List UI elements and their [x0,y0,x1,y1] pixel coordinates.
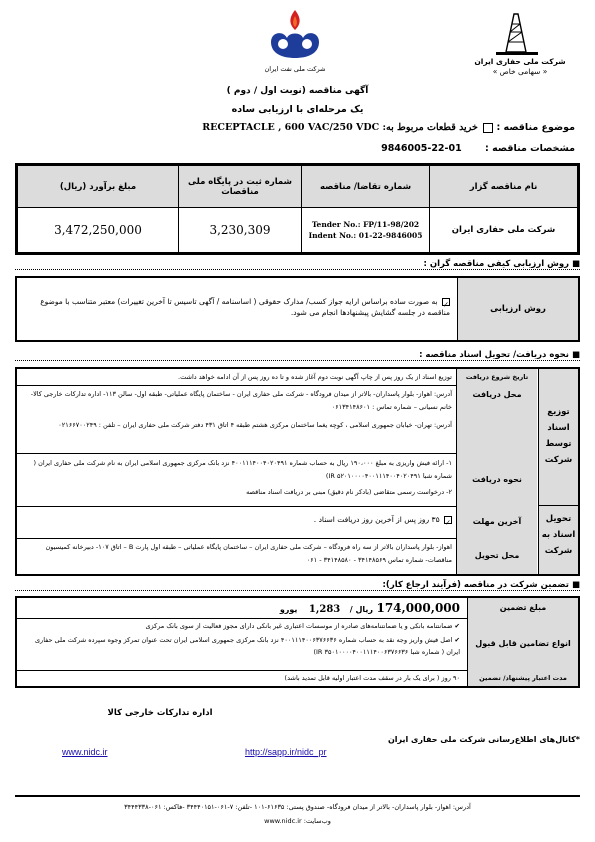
bullet-icon: ■ [569,580,580,590]
tender-no-cell [302,208,430,253]
link-sapp-channel[interactable]: http://sapp.ir/nidc_pr [245,747,327,757]
department-signature: اداره تدارکات خارجی کالا [107,708,213,718]
checkbox-icon [483,123,493,133]
guarantee-section-title [15,580,580,591]
evaluation-text [25,296,450,318]
group-receive: توزیع اسناد توسط شرکت [538,369,578,506]
spec-label: مشخصات مناقصه : [485,143,575,154]
group-deliver: تحویل اسناد به شرکت [538,506,578,574]
euro-unit: یورو [279,605,298,614]
main-info-table [15,163,580,255]
footer-divider [15,795,580,797]
types-label: انواع تضامین قابل قبول [467,618,578,671]
documents-table [15,367,580,576]
evaluation-table [15,276,580,342]
link-nidc-website[interactable]: www.nidc.ir [62,747,108,757]
tender-no: Tender No.: FP/11-98/202 [311,220,420,229]
guarantee-title-text: تضمین شرکت در مناقصه (فرآیند ارجاع کار): [382,580,569,590]
amount-label: مبلغ تضمین [467,598,578,619]
footer-address: آدرس: اهواز- بلوار پاسداران- بالاتر از میدان فرودگاه- صندوق پستی: ۶۱۶۳۵-۱۰۱ -تلفن: ۷-۰۶۱-۳۴۴۴۰۱۵۱ -فاکس: ۰۶۱-۳۴۴۴۳۳۸ [124,803,471,811]
evaluation-label: روش ارزیابی [457,278,578,340]
place-text-tehran: آدرس: تهران- خیابان جمهوری اسلامی ، کوچه یغما ساختمان مرکزی هشتم طبقه ۴ اتاق ۴۳۱ دفتر شرکت ملی حفاری ایران – تلفن : ۰۲۱۶۶۷۰۰۲۴۹ [58,421,452,429]
checked-box-icon: ✓ [444,518,451,527]
amount-euro: 1,283 [308,604,341,615]
flame-icon [263,8,327,66]
amount-rial: 174,000,000 [376,601,460,615]
delivery-label: محل تحویل [456,538,537,574]
documents-section-title [15,350,580,361]
deadline-text [22,514,452,525]
subject-row [15,122,575,133]
check-icon: ✔ [454,622,460,630]
rial-unit: ریال / [349,605,373,614]
deadline-text-value: ۳۵ روز پس از آخرین روز دریافت اسناد . [313,515,440,524]
registration-cell: 3,230,309 [179,208,302,253]
evaluation-title-text: روش ارزیابی کیفی مناقصه گران : [423,259,569,269]
documents-title-text: نحوه دریافت/ تحویل اسناد مناقصه : [419,350,569,360]
guarantee-table [15,596,580,688]
tender-subtitle: یک مرحله‌ای با ارزیابی ساده [231,104,364,115]
method-text-2: ۲- درخواست رسمی متقاضی (بادکر نام دقیق) مبنی بر دریافت اسناد مناقصه [246,488,452,496]
subject-value: خرید قطعات مربوط به: RECEPTACLE , 600 VAC/250 VDC [202,122,478,133]
start-label: تاریخ شروع دریافت [456,369,537,386]
header-estimate: مبلغ برآورد (ریال) [18,166,179,208]
nidc-logo [488,12,548,56]
drilling-rig-icon [488,12,548,56]
check-icon: ✔ [454,636,460,644]
footer-website: وب‌سایت: www.nidc.ir [264,817,331,825]
guarantee-type-2 [25,634,460,658]
deadline-label: آخرین مهلت [456,506,537,539]
evaluation-text-value: به صورت ساده براساس ارایه جواز کسب/ مدارک حقوقی ( اساسنامه / آگهی تاسیس تا آخرین تغییرات) معتبر متناسب با موضوع مناقصه در جلسه گشایش پیشنهادها انجام می شود. [40,297,450,317]
nioc-logo [263,8,327,66]
guarantee-type-1 [25,621,460,631]
spec-value: 01-22-9846005 [381,143,462,154]
spec-row [175,143,575,154]
place-label: محل دریافت [456,385,537,454]
delivery-text: اهواز- بلوار پاسداران بالاتر از سه راه فرودگاه – شرکت ملی حفاری ایران – ساختمان پایگاه عملیاتی – طبقه اول پارت B – اتاق ۱۰۷- دبیرخانه کمیسیون مناقصات- شماره تماس ۳۴۱۴۸۵۶۹ - ۳۴۱۴۸۵۸۰ - ۰۶۱ [45,543,452,564]
validity-label: مدت اعتبار پیشنهاد/ تضمین [467,670,578,686]
channels-title: *کانال‌های اطلاع‌رسانی شرکت ملی حفاری ایران [387,735,580,744]
evaluation-section-title [15,259,580,270]
checked-box-icon: ✓ [442,300,449,309]
method-text-1: ۱- ارائه فیش واریزی به مبلغ ۱۹۰،۰۰۰ ریال به حساب شماره ۴۰۰۱۱۱۴۰۰۴۰۲۰۴۹۱ نزد بانک مرکزی جمهوری اسلامی ایران به نام شرکت ملی حفاری ایران ( شماره شبا IR ۵۲۰۱۰۰۰۰۴۰۰۱۱۱۴۰۰۴۰۲۰۴۹۱) [33,459,452,480]
subject-label: موضوع مناقصه : [496,122,575,133]
place-text-ahvaz: آدرس: اهواز- بلوار پاسداران- بالاتر از میدان فرودگاه - شرکت ملی حفاری ایران - ساختمان پایگاه عملیاتی- طبقه اول- سالن ۱۱۳- اداره تدارکات خارجی کالا- خانم نسیانی – شماره تماس : ۰۶۱۳۴۱۴۸۶۰۱ [30,390,452,411]
nioc-caption: شرکت ملی نفت ایران [264,65,326,73]
start-text: توزیع اسناد از یک روز پس از چاپ آگهی نوبت دوم آغاز شده و تا ده روز پس از آن ادامه خواهد داشت. [178,373,452,381]
method-label: نحوه دریافت [456,453,537,507]
company-legal-type: « سهامی خاص » [492,67,548,76]
company-name-left: شرکت ملی حفاری ایران [474,57,566,66]
guarantee-type-2-text: اصل فیش واریز وجه نقد به حساب شماره ۴۰۰۱۱۱۴۰۰۶۳۷۶۶۳۶ نزد بانک مرکزی جمهوری اسلامی ایران تحت عنوان تمرکز وجوه سپرده شرکت ملی حفاری ایران ( شماره شبا IR ۳۵۰۱۰۰۰۰۴۰۰۱۱۱۴۰۰۶۳۷۶۶۳۶) [34,636,460,656]
guarantee-type-1-text: ضمانتنامه بانکی و یا ضمانتنامه‌های صادره از موسسات اعتباری غیر بانکی دارای مجوز فعالیت از سوی بانک مرکزی [145,622,453,630]
header-registration: شماره ثبت در پایگاه ملی مناقصات [179,166,302,208]
organizer-cell: شرکت ملی حفاری ایران [430,208,578,253]
amount-value [30,601,460,615]
indent-no: Indent No.: 01-22-9846005 [308,231,423,240]
header-organizer: نام مناقصه گزار [430,166,578,208]
estimate-cell: 3,472,250,000 [18,208,179,253]
tender-title: آگهی مناقصه (نوبت اول / دوم ) [226,86,369,96]
bullet-icon: ■ [569,350,580,360]
bullet-icon: ■ [569,259,580,269]
validity-text: ۹۰ روز ( برای یک بار در سقف مدت اعتبار اولیه قابل تمدید باشد) [284,674,460,682]
header-tender-no: شماره تقاضا/ مناقصه [302,166,430,208]
